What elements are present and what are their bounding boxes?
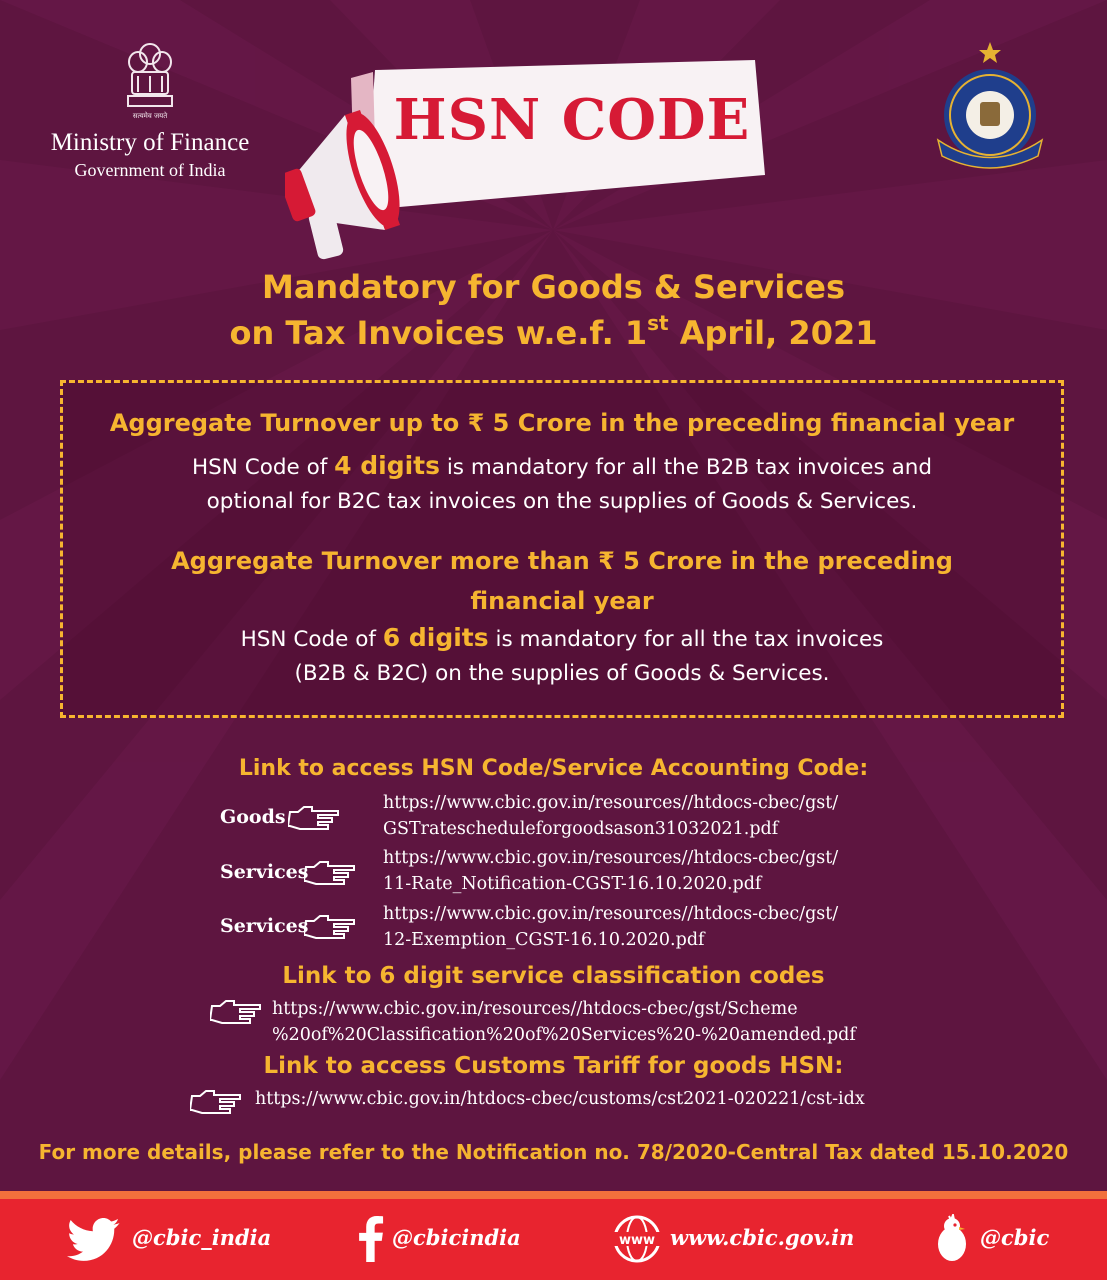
footer-accent-stripe (0, 1191, 1107, 1199)
website-link[interactable]: www.cbic.gov.in (670, 1225, 855, 1250)
facebook-icon[interactable] (358, 1216, 384, 1262)
customs-title: Link to access Customs Tariff for goods HSN: (263, 1053, 844, 1079)
services-rate-link-line-2[interactable]: 11-Rate_Notification-CGST-16.10.2020.pdf (383, 874, 762, 894)
pointing-hand-icon (190, 1088, 242, 1116)
notification-note: For more details, please refer to the Notification no. 78/2020-Central Tax dated 15.10.2020 (38, 1140, 1069, 1164)
ministry-subtitle: Government of India (74, 160, 226, 180)
twitter-handle[interactable]: @cbic_india (132, 1225, 272, 1250)
heading-line-1: Mandatory for Goods & Services (261, 268, 846, 306)
classification-title: Link to 6 digit service classification codes (282, 963, 825, 989)
twitter-icon[interactable] (66, 1218, 122, 1262)
main-heading (0, 264, 1107, 356)
p1-text-a: HSN Code of (191, 455, 335, 480)
facebook-handle[interactable]: @cbicindia (392, 1225, 521, 1250)
services-rate-link[interactable] (383, 845, 838, 897)
p1-text-d: optional for B2C tax invoices on the supplies of Goods & Services. (206, 489, 918, 514)
goods-label: Goods (220, 806, 286, 828)
pointing-hand-icon (304, 913, 356, 941)
goods-link-line-2[interactable]: GSTratescheduleforgoodsason31032021.pdf (383, 819, 779, 839)
p2-text-d: (B2B & B2C) on the supplies of Goods & Services. (294, 661, 830, 686)
services-rate-link-line-1[interactable]: https://www.cbic.gov.in/resources//htdocs-cbec/gst/ (383, 848, 839, 868)
ministry-title: Ministry of Finance (50, 129, 250, 156)
banner-title: HSN CODE (393, 87, 751, 153)
box-heading-2 (63, 541, 1061, 621)
turnover-info-box (60, 380, 1064, 718)
svg-text:www: www (618, 1233, 656, 1248)
box-paragraph-1 (63, 449, 1061, 519)
p2-highlight: 6 digits (382, 623, 489, 652)
cbic-seal-icon (930, 40, 1050, 170)
p1-text-c: is mandatory for all the B2B tax invoices and (440, 455, 933, 480)
goods-link-line-1[interactable]: https://www.cbic.gov.in/resources//htdocs-cbec/gst/ (383, 793, 839, 813)
ministry-block (30, 40, 270, 182)
services-exemption-link-line-1[interactable]: https://www.cbic.gov.in/resources//htdocs-cbec/gst/ (383, 904, 839, 924)
svg-text:सत्यमेव जयते: सत्यमेव जयते (132, 112, 168, 120)
classification-link[interactable] (272, 996, 856, 1048)
h2-text-a: Aggregate Turnover more than ₹ 5 Crore in the preceding (171, 547, 953, 575)
pointing-hand-icon (304, 859, 356, 887)
koo-bird-icon[interactable] (932, 1214, 972, 1264)
globe-www-icon[interactable] (612, 1214, 662, 1264)
heading-sup: st (647, 311, 669, 335)
services-label-1: Services (220, 861, 309, 883)
p1-highlight: 4 digits (334, 451, 440, 480)
classification-link-line-1[interactable]: https://www.cbic.gov.in/resources//htdocs-cbec/gst/Scheme (272, 999, 798, 1019)
p2-text-c: is mandatory for all the tax invoices (488, 627, 884, 652)
goods-link[interactable] (383, 790, 838, 842)
services-exemption-link-line-2[interactable]: 12-Exemption_CGST-16.10.2020.pdf (383, 930, 705, 950)
emblem-icon (120, 40, 180, 122)
h2-text-b: financial year (470, 587, 654, 615)
p2-text-a: HSN Code of (240, 627, 383, 652)
pointing-hand-icon (288, 804, 340, 832)
heading-line-2-suffix: April, 2021 (668, 314, 878, 352)
customs-link[interactable]: https://www.cbic.gov.in/htdocs-cbec/customs/cst2021-020221/cst-idx (255, 1089, 865, 1109)
pointing-hand-icon (210, 998, 262, 1026)
heading-line-2 (0, 310, 1107, 356)
box-paragraph-2 (63, 621, 1061, 691)
links-title: Link to access HSN Code/Service Accounting Code: (238, 756, 869, 781)
heading-line-2-prefix: on Tax Invoices w.e.f. 1 (229, 314, 648, 352)
services-label-2: Services (220, 915, 309, 937)
services-exemption-link[interactable] (383, 901, 838, 953)
classification-link-line-2[interactable]: %20of%20Classification%20of%20Services%20-%20amended.pdf (272, 1025, 856, 1045)
box-heading-1: Aggregate Turnover up to ₹ 5 Crore in the preceding financial year (109, 409, 1015, 437)
koo-handle[interactable]: @cbic (980, 1225, 1050, 1250)
